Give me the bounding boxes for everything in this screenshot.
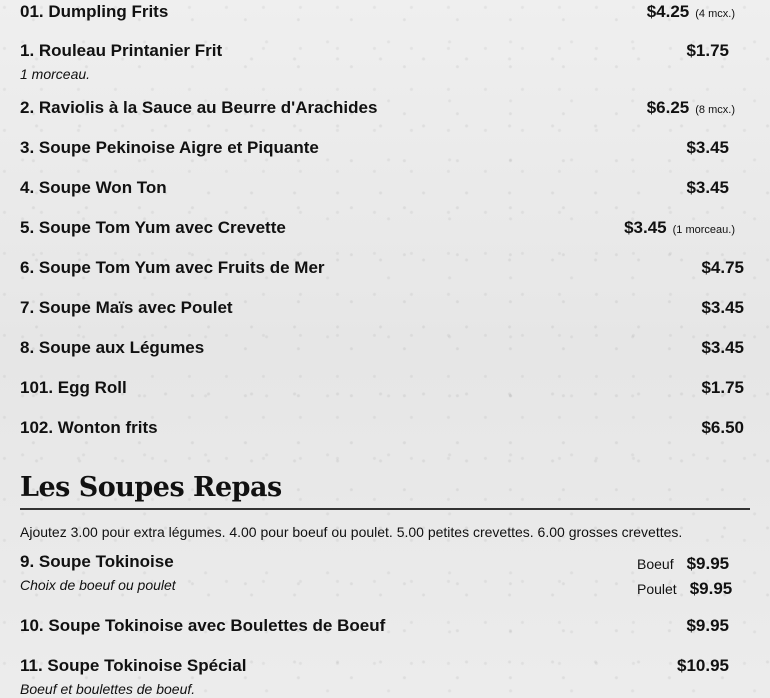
item-price: $9.95: [686, 616, 729, 635]
menu-item: [20, 177, 750, 199]
item-note: (1 morceau.): [672, 224, 735, 236]
section-title: Les Soupes Repas: [20, 470, 750, 510]
menu-item: [20, 377, 750, 399]
item-name: 10. Soupe Tokinoise avec Boulettes de Boeuf: [20, 616, 386, 635]
item-price: $10.95: [677, 656, 729, 675]
price-block: [624, 217, 735, 239]
price-block: [686, 615, 729, 637]
item-note: (8 mcx.): [695, 104, 735, 116]
item-price: $3.45: [624, 218, 667, 237]
menu-item: [20, 297, 750, 319]
menu-item: [20, 97, 750, 119]
item-price: $4.75: [701, 258, 744, 277]
item-name: 11. Soupe Tokinoise Spécial: [20, 656, 247, 675]
price-block: [701, 417, 744, 439]
menu-item: [20, 417, 750, 439]
item-name: 9. Soupe Tokinoise: [20, 552, 174, 571]
menu-item: [20, 337, 750, 359]
price-block: [686, 40, 729, 62]
variant-label: Boeuf: [637, 556, 674, 572]
variant-label: Poulet: [637, 581, 677, 597]
price-block: [647, 1, 735, 23]
menu-item: [20, 217, 750, 239]
item-name: 8. Soupe aux Légumes: [20, 338, 205, 357]
price-block: [686, 137, 729, 159]
item-price: $3.45: [686, 138, 729, 157]
item-name: 102. Wonton frits: [20, 418, 158, 437]
item-description: Boeuf et boulettes de boeuf.: [20, 681, 196, 697]
item-price: $1.75: [686, 41, 729, 60]
item-description: 1 morceau.: [20, 66, 91, 82]
item-price: $3.45: [701, 338, 744, 357]
variant-row: [637, 578, 732, 600]
price-block: [686, 177, 729, 199]
menu-item: [20, 615, 750, 637]
price-block: [647, 97, 735, 119]
item-price: $4.25: [646, 2, 690, 21]
menu-item: [20, 655, 750, 698]
item-note: (4 mcx.): [695, 8, 735, 20]
item-name: 5. Soupe Tom Yum avec Crevette: [20, 218, 286, 237]
item-name: 01. Dumpling Frits: [20, 2, 169, 21]
variant-price: $9.95: [689, 579, 733, 598]
price-block: [701, 257, 744, 279]
item-name: 6. Soupe Tom Yum avec Fruits de Mer: [20, 258, 325, 277]
item-price: $6.50: [701, 418, 744, 437]
item-price: $1.75: [701, 378, 744, 397]
item-price: $6.25: [646, 98, 690, 117]
price-block: [701, 337, 744, 359]
price-block: [677, 655, 729, 677]
item-name: 3. Soupe Pekinoise Aigre et Piquante: [20, 138, 319, 157]
menu-item: [20, 137, 750, 159]
item-name: 2. Raviolis à la Sauce au Beurre d'Arachides: [20, 98, 378, 117]
item-description: Choix de boeuf ou poulet: [20, 577, 176, 593]
price-block: [701, 297, 744, 319]
variant-row: [637, 553, 729, 575]
item-name: 7. Soupe Maïs avec Poulet: [20, 298, 233, 317]
item-price: $3.45: [686, 178, 729, 197]
item-name: 4. Soupe Won Ton: [20, 178, 167, 197]
menu-item: [20, 1, 750, 23]
section-note: Ajoutez 3.00 pour extra légumes. 4.00 pour boeuf ou poulet. 5.00 petites crevettes. 6.00 grosses crevettes.: [20, 524, 683, 540]
item-name: 101. Egg Roll: [20, 378, 127, 397]
item-price: $3.45: [701, 298, 744, 317]
menu-item: [20, 257, 750, 279]
menu-item: [20, 40, 750, 83]
price-block: [701, 377, 744, 399]
item-name: 1. Rouleau Printanier Frit: [20, 41, 223, 60]
variant-price: $9.95: [686, 554, 730, 573]
